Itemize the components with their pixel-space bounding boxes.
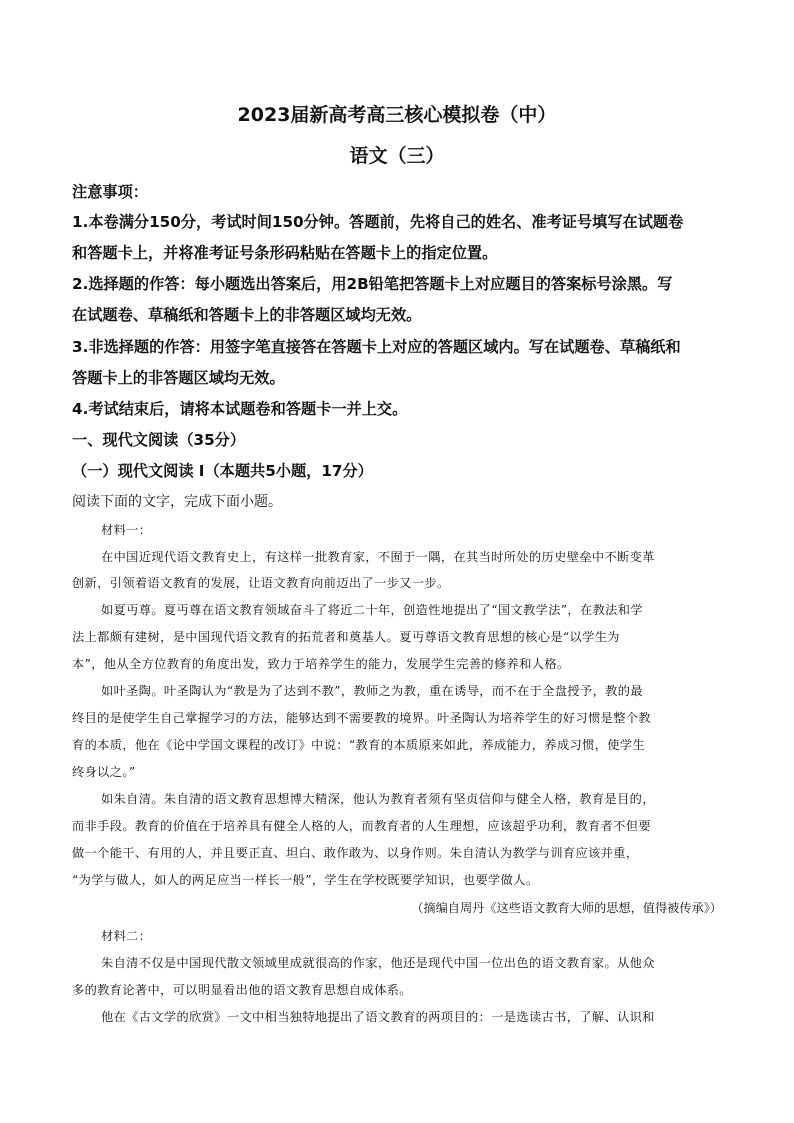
passage-line: 如夏丏尊。夏丏尊在语文教育领域奋斗了将近二十年，创造性地提出了“国文教学法”，在教法和学: [101, 603, 643, 617]
passage-line: “为学与做人，如人的两足应当一样长一般”，学生在学校既要学知识，也要学做人。: [72, 873, 539, 887]
passage-line: 如叶圣陶。叶圣陶认为“教是为了达到不教”，教师之为教，重在诱导，而不在于全盘授予，教的最: [101, 684, 643, 698]
passage-line: 育的本质，他在《论中学国文课程的改订》中说：“教育的本质原来如此，养成能力，养成习惯，使学生: [72, 738, 646, 752]
passage-line: 创新，引领着语文教育的发展，让语文教育向前迈出了一步又一步。: [72, 576, 450, 590]
notice-line: 1.本卷满分150分，考试时间150分钟。答题前，先将自己的姓名、准考证号填写在试题卷: [72, 213, 684, 231]
passage-line: 终身以之。”: [72, 765, 136, 779]
material-one-label: 材料一：: [101, 523, 152, 537]
section-heading: 一、现代文阅读（35分）: [72, 431, 246, 449]
passage-line: 本”，他从全方位教育的角度出发，致力于培养学生的能力，发展学生完善的修养和人格。: [72, 657, 570, 671]
material-one-source: （摘编自周丹《这些语文教育大师的思想，值得被传承》）: [411, 901, 722, 915]
section-subheading: （一）现代文阅读 I（本题共5小题，17分）: [72, 462, 373, 480]
passage-line: 多的教育论著中，可以明显看出他的语文教育思想自成体系。: [72, 983, 412, 997]
passage-line: 而非手段。教育的价值在于培养具有健全人格的人，而教育者的人生理想，应该超乎功利，教育者不但要: [72, 819, 652, 833]
notice-heading: 注意事项：: [72, 183, 148, 201]
notice-line: 在试题卷、草稿纸和答题卡上的非答题区域均无效。: [72, 306, 422, 324]
material-two-label: 材料二：: [101, 929, 152, 943]
exam-title: 2023届新高考高三核心模拟卷（中）: [237, 104, 557, 126]
passage-line: 在中国近现代语文教育史上，有这样一批教育家，不囿于一隅，在其当时所处的历史壁垒中不断变革: [101, 550, 655, 564]
passage-line: 他在《古文学的欣赏》一文中相当独特地提出了语文教育的两项目的：一是选读古书，了解、认识和: [101, 1010, 655, 1024]
notice-line: 和答题卡上，并将准考证号条形码粘贴在答题卡上的指定位置。: [72, 244, 498, 262]
passage-line: 终目的是使学生自己掌握学习的方法，能够达到不需要教的境界。叶圣陶认为培养学生的好习惯是整个教: [72, 711, 652, 725]
section-instruction: 阅读下面的文字，完成下面小题。: [72, 494, 282, 510]
notice-line: 4.考试结束后，请将本试题卷和答题卡一并上交。: [72, 400, 408, 418]
exam-subtitle: 语文（三）: [349, 145, 445, 167]
passage-line: 如朱自清。朱自清的语文教育思想博大精深，他认为教育者须有坚贞信仰与健全人格，教育是目的，: [101, 792, 655, 806]
notice-line: 答题卡上的非答题区域均无效。: [72, 369, 285, 387]
passage-line: 法上都颇有建树，是中国现代语文教育的拓荒者和奠基人。夏丏尊语文教育思想的核心是“以学生为: [72, 630, 620, 644]
passage-line: 朱自清不仅是中国现代散文领域里成就很高的作家，他还是现代中国一位出色的语文教育家。从他众: [101, 956, 655, 970]
notice-line: 2.选择题的作答：每小题选出答案后，用2B铅笔把答题卡上对应题目的答案标号涂黑。写: [72, 275, 673, 293]
notice-line: 3.非选择题的作答：用签字笔直接答在答题卡上对应的答题区域内。写在试题卷、草稿纸和: [72, 338, 681, 356]
passage-line: 做一个能干、有用的人，并且要正直、坦白、敢作敢为、以身作则。朱自清认为教学与训育应该并重，: [72, 846, 639, 860]
